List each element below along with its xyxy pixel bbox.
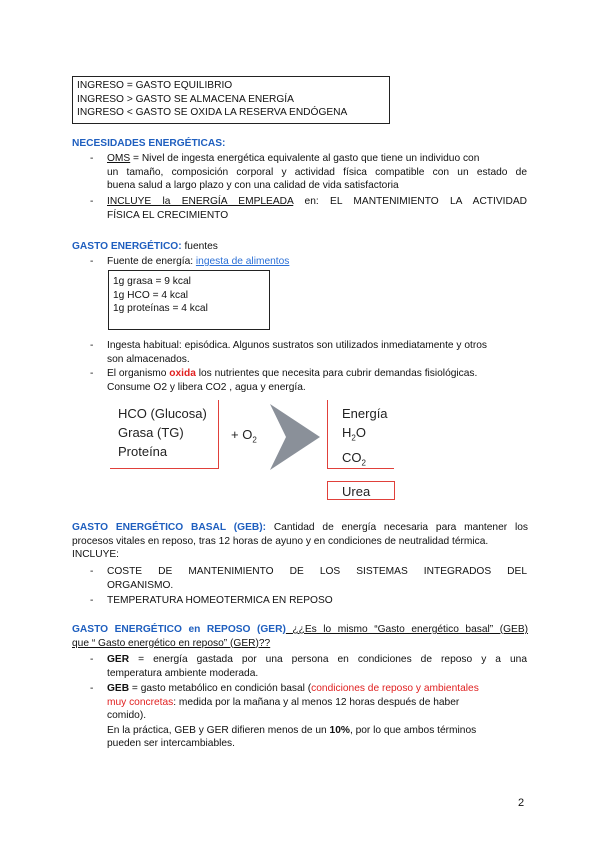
oms-definition	[107, 152, 527, 193]
kcal-line: 1g HCO = 4 kcal	[113, 289, 189, 301]
basal-text: Cantidad de energía necesaria para mantener los	[266, 522, 528, 533]
products-box	[327, 400, 394, 469]
bullet-dash: -	[90, 368, 94, 379]
fuente-label: Fuente de energía:	[107, 256, 196, 267]
geb-red-text: muy concretas	[107, 696, 174, 708]
gasto-heading: GASTO ENERGÉTICO:	[72, 241, 182, 252]
oms-text: un tamaño, composición corporal y actividad física compatible con un estado de	[107, 166, 527, 178]
oxida-word: oxida	[169, 368, 196, 379]
reposo-question: ¿¿Es lo mismo “Gasto energético basal” (GEB)	[285, 624, 529, 635]
oxida-text: El organismo	[107, 368, 170, 379]
ger-text: = energía gastada por una persona en condiciones de reposo y a una	[129, 654, 527, 665]
practice-percent: 10%	[329, 724, 350, 736]
geb-text: comido).	[107, 710, 147, 722]
kcal-line: 1g proteínas = 4 kcal	[113, 303, 208, 315]
reposo-paragraph	[72, 623, 528, 650]
gasto-heading-line	[72, 240, 218, 254]
gasto-heading-suffix: fuentes	[181, 241, 218, 252]
oms-text: = Nivel de ingesta energética equivalente al gasto que tiene un individuo con	[130, 153, 480, 164]
oxida-text: los nutrientes que necesita para cubrir demandas fisiológicas.	[195, 368, 478, 379]
bullet-dash: -	[90, 566, 94, 577]
plus-oxygen	[231, 425, 257, 450]
habitual-text: Ingesta habitual: episódica. Algunos sustratos son utilizados inmediatamente y otros	[107, 340, 487, 351]
basal-text: INCLUYE:	[72, 549, 119, 561]
product-energia: Energía	[342, 406, 388, 421]
kcal-box	[108, 270, 270, 330]
fuente-energia	[107, 255, 289, 269]
substrate-hco: HCO (Glucosa)	[118, 406, 207, 421]
basal-item-text: ORGANISMO.	[107, 579, 174, 591]
substrate-grasa: Grasa (TG)	[118, 425, 184, 440]
oxygen-subscript: 2	[252, 435, 257, 445]
ingesta-link[interactable]: ingesta de alimentos	[195, 256, 290, 267]
practice-text: , por lo que ambos términos	[349, 724, 477, 736]
geb-term: GEB	[107, 683, 130, 694]
habitual-text: son almacenados.	[107, 353, 190, 365]
geb-definition	[107, 682, 527, 751]
reposo-question: que “ Gasto energético en reposo” (GER)??	[72, 637, 271, 649]
incluye-energia	[107, 195, 527, 222]
substrates-box	[110, 400, 219, 469]
basal-item-text: COSTE DE MANTENIMIENTO DE LOS SISTEMAS INTEGRADOS DEL	[107, 566, 527, 577]
bullet-dash: -	[90, 153, 94, 164]
balance-line: INGRESO < GASTO SE OXIDA LA RESERVA ENDÓGENA	[77, 107, 348, 119]
necesidades-heading: NECESIDADES ENERGÉTICAS:	[72, 138, 226, 149]
incluye-term: INCLUYE la ENERGÍA EMPLEADA	[107, 196, 294, 207]
incluye-text: FÍSICA EL CRECIMIENTO	[107, 209, 229, 221]
balance-line: INGRESO > GASTO SE ALMACENA ENERGÍA	[77, 93, 294, 105]
practice-text: pueden ser intercambiables.	[107, 738, 235, 750]
ingesta-habitual	[107, 339, 527, 366]
urea-label: Urea	[342, 484, 371, 499]
product-co2: $CO_2$	[342, 449, 366, 468]
oxida-text: Consume O2 y libera CO2 , agua y energía.	[107, 381, 306, 393]
ger-definition	[107, 653, 527, 680]
substrate-proteina: Proteína	[118, 444, 168, 459]
plus-oxygen-text: + O	[231, 427, 253, 442]
basal-heading: GASTO ENERGÉTICO BASAL (GEB):	[72, 522, 266, 533]
ger-text: temperatura ambiente moderada.	[107, 667, 259, 679]
bullet-dash: -	[90, 683, 94, 694]
basal-item-temperatura: TEMPERATURA HOMEOTERMICA EN REPOSO	[107, 595, 333, 606]
basal-item-coste	[107, 565, 527, 592]
bullet-dash: -	[90, 654, 94, 665]
reposo-heading: GASTO ENERGÉTICO en REPOSO (GER)	[72, 624, 286, 635]
incluye-text: en: EL MANTENIMIENTO LA ACTIVIDAD	[293, 196, 527, 207]
practice-text: En la práctica, GEB y GER difieren menos de un	[107, 724, 330, 736]
bullet-dash: -	[90, 340, 94, 351]
oms-term: OMS	[107, 153, 131, 164]
geb-text: = gasto metabólico en condición basal (	[129, 683, 312, 694]
product-water: $H_2O$	[342, 425, 366, 443]
urea-box	[327, 481, 395, 500]
page-number: 2	[518, 797, 525, 809]
bullet-dash: -	[90, 256, 94, 267]
balance-line: INGRESO = GASTO EQUILIBRIO	[77, 80, 233, 91]
basal-text: procesos vitales en reposo, tras 12 horas de ayuno y en condiciones de neutralidad térmica.	[72, 535, 489, 547]
kcal-line: 1g grasa = 9 kcal	[113, 276, 191, 287]
balance-box	[72, 76, 390, 124]
ger-term: GER	[107, 654, 130, 665]
geb-text: : medida por la mañana y al menos 12 horas después de haber	[173, 696, 460, 708]
reaction-arrow-icon	[270, 404, 326, 470]
geb-red-text: condiciones de reposo y ambientales	[311, 683, 479, 694]
bullet-dash: -	[90, 196, 94, 207]
bullet-dash: -	[90, 595, 94, 606]
basal-paragraph	[72, 521, 528, 562]
oms-text: buena salud a largo plazo y con una calidad de vida satisfactoria	[107, 180, 399, 192]
organismo-oxida	[107, 367, 527, 394]
